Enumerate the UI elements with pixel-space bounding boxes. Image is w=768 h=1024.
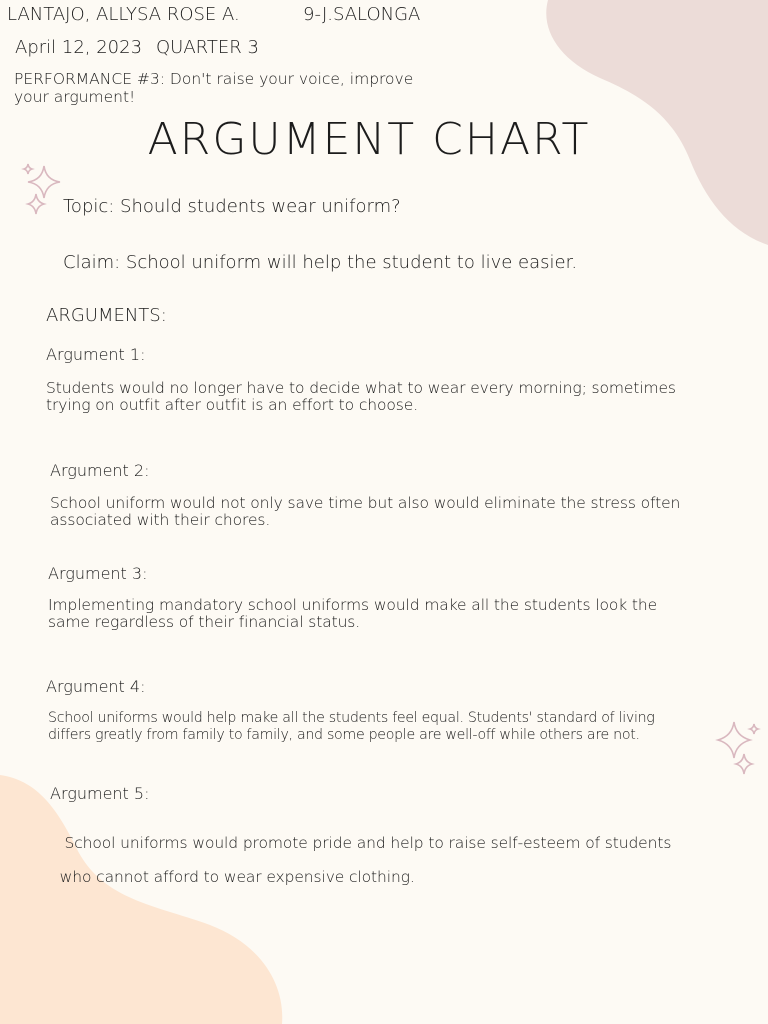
arguments-heading: ARGUMENTS: <box>46 305 167 326</box>
claim-text: Claim: School uniform will help the student to live easier. <box>63 252 578 273</box>
argument-2-text <box>50 495 750 529</box>
quarter-label: QUARTER 3 <box>156 37 259 58</box>
argument-3-line-2: same regardless of their financial status. <box>48 613 361 631</box>
topic-text: Topic: Should students wear uniform? <box>63 196 401 217</box>
argument-2-line-1: School uniform would not only save time but also would eliminate the stress often <box>50 494 681 512</box>
argument-1-line-1: Students would no longer have to decide what to wear every morning; sometimes <box>46 379 676 397</box>
blob-bottom-left-shape <box>0 775 282 1024</box>
argument-1-text <box>46 380 746 414</box>
argument-3-line-1: Implementing mandatory school uniforms would make all the students look the <box>48 596 658 614</box>
argument-1-label: Argument 1: <box>46 345 146 364</box>
argument-4-text <box>48 710 728 744</box>
sparkle-icon-left <box>20 162 68 222</box>
argument-4-line-2: differs greatly from family to family, and some people are well-off while others are not. <box>48 727 640 743</box>
argument-4-label: Argument 4: <box>46 677 146 696</box>
performance-line-2: your argument! <box>14 88 136 106</box>
argument-5-label: Argument 5: <box>50 784 150 803</box>
performance-line-1: PERFORMANCE #3: Don't raise your voice, improve <box>14 70 414 88</box>
argument-5-text <box>50 818 740 886</box>
argument-3-label: Argument 3: <box>48 564 148 583</box>
argument-3-text <box>48 597 748 631</box>
student-section: 9-J.SALONGA <box>303 4 421 25</box>
page-title: ARGUMENT CHART <box>147 114 591 165</box>
argument-4-line-1: School uniforms would help make all the students feel equal. Students' standard of living <box>48 710 655 726</box>
student-name: LANTAJO, ALLYSA ROSE A. <box>7 4 240 25</box>
argument-5-line-2: who cannot afford to wear expensive clothing. <box>59 868 415 886</box>
argument-1-line-2: trying on outfit after outfit is an effort to choose. <box>46 396 419 414</box>
argument-5-line-1: School uniforms would promote pride and help to raise self-esteem of students <box>59 834 672 852</box>
document-date: April 12, 2023 <box>15 37 143 58</box>
argument-2-label: Argument 2: <box>50 461 150 480</box>
argument-2-line-2: associated with their chores. <box>50 511 271 529</box>
